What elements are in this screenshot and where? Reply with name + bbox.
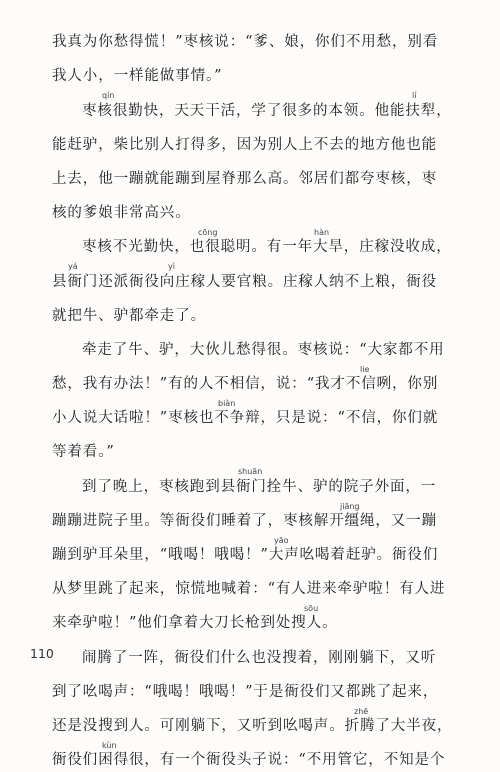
text-line [52, 191, 462, 225]
line-text: 枣核很勤快，天天干活，学了很多的本领。他能扶犁， [82, 102, 452, 119]
line-text: 能赶驴，柴比别人打得多，因为别人上不去的地方他也能 [52, 136, 437, 153]
line-text: 到了吆喝声：“哦喝！哦喝！”于是衙役们又都跳了起来， [52, 683, 439, 700]
text-line [52, 738, 462, 772]
line-text: 还是没搜到人。可刚躺下，又听到吆喝声。折腾了大半夜， [52, 717, 453, 734]
text-line [52, 157, 462, 191]
line-text: 县衙门还派衙役向庄稼人要官粮。庄稼人纳不上粮，衙役 [52, 273, 437, 290]
text-body [52, 20, 462, 772]
text-line [52, 396, 462, 430]
text-line [52, 294, 462, 328]
text-line [52, 88, 462, 122]
pinyin-annotation: shuān [238, 467, 263, 477]
text-line [52, 670, 462, 704]
line-text: 牵走了牛、驴，大伙儿愁得很。枣核说：“大家都不用 [82, 341, 445, 358]
pinyin-annotation: biàn [218, 399, 236, 409]
text-line [52, 328, 462, 362]
line-text: 我人小，一样能做事情。” [52, 68, 223, 85]
line-text: 从梦里跳了起来，惊慌地喊着：“有人进来牵驴啦！有人进 [52, 581, 446, 598]
page-number: 110 [30, 646, 54, 661]
text-line [52, 123, 462, 157]
line-text: 枣核不光勤快，也很聪明。有一年大旱，庄稼没收成， [82, 239, 452, 256]
pinyin-annotation: jiāng [340, 501, 360, 511]
text-line [52, 225, 462, 259]
line-text: 来牵驴啦！”他们拿着大刀长枪到处搜人。 [52, 615, 338, 632]
line-text: 闹腾了一阵，衙役们什么也没搜着，刚刚躺下，又听 [82, 649, 437, 666]
line-text: 上去，他一蹦就能蹦到屋脊那么高。邻居们都夸枣核，枣 [52, 170, 437, 187]
pinyin-annotation: hàn [314, 228, 330, 238]
pinyin-annotation: lie [360, 364, 370, 374]
text-line [52, 567, 462, 601]
line-text: 蹦到驴耳朵里，“哦喝！哦喝！”大声吆喝着赶驴。衙役们 [52, 547, 439, 563]
text-line [52, 20, 462, 54]
text-line [52, 54, 462, 88]
pinyin-annotation: yì [168, 262, 175, 272]
pinyin-annotation: kùn [102, 740, 117, 750]
text-line [52, 533, 462, 567]
pinyin-annotation: lí [412, 91, 417, 101]
text-line [52, 601, 462, 635]
line-text: 就把牛、驴都牵走了。 [52, 307, 206, 324]
text-line [52, 430, 462, 464]
pinyin-annotation: qín [102, 91, 115, 101]
line-text: 等着看。” [52, 444, 115, 461]
line-text: 衙役们困得很，有一个衙役头子说：“不用管它，不知是个 [52, 752, 446, 769]
text-line [52, 259, 462, 293]
pinyin-annotation: zhē [354, 706, 369, 716]
line-text: 到了晚上，枣核跑到县衙门拴牛、驴的院子外面，一 [82, 478, 437, 495]
pinyin-annotation: sōu [304, 604, 319, 614]
text-line [52, 464, 462, 498]
line-text: 愁，我有办法！”有的人不相信，说：“我才不信咧，你别 [52, 376, 439, 393]
line-text: 小人说大话啦！”枣核也不争辩，只是说：“不信，你们就 [52, 410, 439, 427]
text-line [52, 362, 462, 396]
text-line [52, 704, 462, 738]
line-text: 蹦蹦进院子里。等衙役们睡着了，枣核解开缰绳，又一蹦 [52, 512, 437, 529]
pinyin-annotation: yá [68, 262, 78, 272]
pinyin-annotation: yāo [274, 535, 289, 545]
line-text: 我真为你愁得慌！”枣核说：“爹、娘，你们不用愁，别看 [52, 34, 439, 51]
line-text: 核的爹娘非常高兴。 [52, 205, 191, 222]
text-line [52, 635, 462, 669]
pinyin-annotation: cōng [198, 228, 218, 238]
text-line [52, 499, 462, 533]
